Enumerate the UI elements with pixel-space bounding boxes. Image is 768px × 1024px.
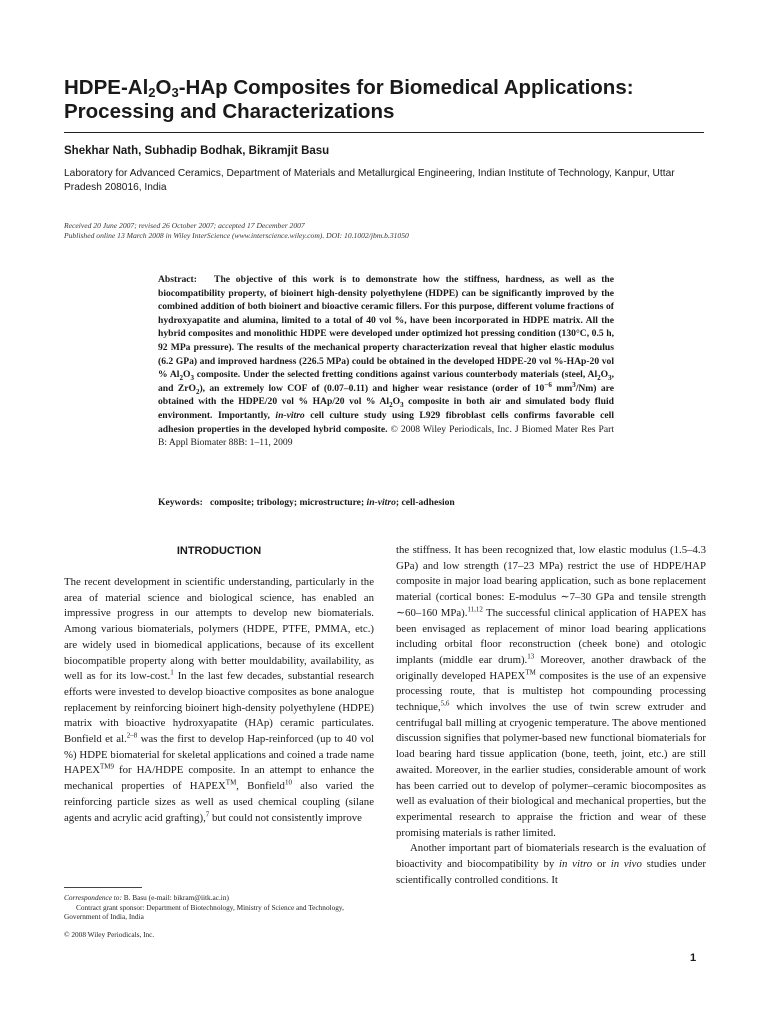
abstract-text: /Nm) are obtained with the HDPE/20 vol % HAp/20 vol % Al bbox=[158, 382, 614, 408]
abstract-text: O bbox=[600, 369, 609, 381]
title-line-2: Processing and Characterizations bbox=[64, 100, 395, 123]
ref-sup: 2–8 bbox=[126, 731, 138, 740]
intro-text: , Bonfield bbox=[236, 780, 285, 793]
title-part: O bbox=[155, 76, 172, 99]
abstract-text: mm bbox=[551, 382, 573, 394]
keywords-italic: in-vitro bbox=[366, 497, 396, 508]
grant-sponsor: Contract grant sponsor: Department of Biotechnology, Ministry of Science and Technology, Government of India, India bbox=[64, 902, 344, 922]
ref-sup: 1 bbox=[170, 668, 174, 677]
page-number: 1 bbox=[690, 952, 697, 964]
intro-italic: in vivo bbox=[610, 858, 642, 871]
intro-text: which involves the use of twin screw extruder and centrifugal ball milling at cryogenic temperature. The above mentioned discussion signifies that polymer-based new functional biomaterials for load bearing hard tissue application (bone, teeth, joint, etc.) are still awaited. Moreover, in the earlier studies, considerable amount of work has been carried out to develop of polymer–ceramic biocomposites as well as evaluation of their biological and mechanical properties, but the experimental research to appraise the friction and wear of these promising materials is rather limited. bbox=[396, 701, 706, 839]
abstract-sub: 2 bbox=[195, 387, 200, 396]
footnote bbox=[64, 893, 374, 922]
title-subscript: 3 bbox=[171, 85, 179, 100]
intro-text: studies under scientifically controlled conditions. It bbox=[396, 858, 706, 886]
intro-text: the stiffness. It has been recognized that, low elastic modulus (1.5–4.3 GPa) and low strength (17–23 MPa) restrict the use of HDPE/HAP composite in major load bearing application, such as bone replacement material (cortical bones: E-modulus ∼7–30 GPa and tensile strength ∼60–160 MPa). bbox=[396, 544, 706, 619]
abstract-sub: 2 bbox=[179, 374, 183, 383]
received-dates: Received 20 June 2007; revised 26 October 2007; accepted 17 December 2007 bbox=[64, 221, 305, 230]
intro-text: The successful clinical application of HAPEX has been envisaged as replacement of minor load bearing applications including orbital floor reconstruction (cheek bone) and otologic implants (middle ear drum). bbox=[396, 606, 706, 666]
intro-paragraph bbox=[64, 575, 374, 826]
abstract-sup: −6 bbox=[544, 380, 552, 389]
correspondence-text: B. Basu (e-mail: bikram@iitk.ac.in) bbox=[121, 893, 229, 902]
abstract-sub: 3 bbox=[190, 374, 194, 383]
intro-text: The recent development in scientific understanding, particularly in the area of material science and biological science, has enabled an impressive progress in our attempts to develop new biomaterials. Among various biomaterials, polymers (HDPE, PTFE, PMMA, etc.) are widely used in biomedical applications, because of its excellent biocompatible property along with better mouldability, availability, as well as for its low-cost. bbox=[64, 576, 374, 683]
keywords-text: ; cell-adhesion bbox=[395, 497, 455, 508]
dates-block bbox=[64, 221, 704, 241]
abstract-label: Abstract: bbox=[158, 274, 197, 285]
ref-sup: 13 bbox=[527, 652, 535, 661]
footnote-rule bbox=[64, 887, 142, 888]
correspondence bbox=[64, 893, 374, 903]
abstract-text: cell culture study using L929 fibroblast cells confirms favorable cell adhesion properties in the developed hybrid composite. bbox=[158, 409, 615, 435]
intro-paragraph-continued bbox=[396, 543, 706, 841]
intro-text: for HA/HDPE composite. In an attempt to enhance the mechanical properties of HAPEX bbox=[64, 764, 374, 793]
abstract-text: ), an extremely low COF of (0.07–0.11) and higher wear resistance (order of 10 bbox=[199, 382, 545, 394]
abstract-text: The objective of this work is to demonstrate how the stiffness, hardness, as well as the biocompatibility property, of bioinert high-density polyethylene (HDPE) can be significantly improved by the combined addition of both bioinert and bioactive ceramic fillers. For this purpose, different volume fractions of hydroxyapatite and alumina, limited to a total of 40 vol %, have been incorporated in HDPE matrix. All the hybrid composites and monolithic HDPE were developed under optimized hot pressing condition (130°C, 0.5 h, 92 MPa pressure). The results of the mechanical property characterization reveal that higher elastic modulus (6.2 GPa) and improved hardness (226.5 MPa) could be obtained in the developed HDPE-20 vol %-HAp-20 vol % Al bbox=[158, 274, 614, 381]
abstract-text: composite in both air and simulated body fluid environment. Importantly, bbox=[158, 396, 614, 421]
correspondence-label: Correspondence to: bbox=[64, 893, 122, 902]
copyright: © 2008 Wiley Periodicals, Inc. bbox=[64, 930, 155, 939]
ref-sup: 10 bbox=[284, 778, 292, 787]
intro-text: composites is the use of an expensive processing route, that is multistep hot compounding processing technique, bbox=[396, 669, 706, 714]
title-part: HDPE-Al bbox=[64, 76, 149, 99]
right-column bbox=[396, 543, 706, 888]
intro-text: or bbox=[592, 858, 611, 871]
ref-sup: TM9 bbox=[100, 762, 114, 771]
keywords-label: Keywords: bbox=[158, 497, 203, 508]
ref-sup: TM bbox=[225, 778, 237, 787]
abstract-sub: 3 bbox=[400, 401, 404, 410]
abstract-sub: 2 bbox=[597, 374, 601, 383]
introduction-heading: INTRODUCTION bbox=[176, 545, 262, 557]
abstract-text: composite. Under the selected fretting conditions against various counterbody materials (steel, Al bbox=[193, 369, 598, 381]
title-rule bbox=[64, 132, 704, 133]
intro-text: also varied the reinforcing particle sizes as well as used chemical coupling (silane agents and acrylic acid grafting), bbox=[64, 780, 374, 824]
abstract-sub: 2 bbox=[389, 401, 393, 410]
article-title bbox=[64, 76, 704, 124]
intro-text: but could not consistently improve bbox=[209, 811, 362, 824]
abstract-citation: © 2008 Wiley Periodicals, Inc. J Biomed Mater Res Part B: Appl Biomater 88B: 1–11, 2009 bbox=[158, 423, 614, 449]
ref-sup: 5,6 bbox=[440, 699, 450, 708]
title-part: -HAp Composites for Biomedical Applications: bbox=[178, 76, 634, 99]
abstract bbox=[158, 273, 614, 450]
abstract-sub: 3 bbox=[608, 374, 612, 383]
intro-text: Another important part of biomaterials research is the evaluation of bioactivity and biocompatibility by bbox=[396, 842, 706, 871]
published-info: Published online 13 March 2008 in Wiley InterScience (www.interscience.wiley.com). DOI: 10.1002/jbm.b.31050 bbox=[64, 231, 409, 240]
ref-sup: TM bbox=[525, 668, 536, 677]
abstract-text: , and ZrO bbox=[158, 369, 614, 394]
ref-sup: 11,12 bbox=[467, 605, 483, 614]
abstract-sup: 3 bbox=[572, 380, 576, 389]
abstract-italic: in-vitro bbox=[275, 409, 305, 421]
left-column bbox=[64, 543, 374, 826]
authors: Shekhar Nath, Subhadip Bodhak, Bikramjit Basu bbox=[64, 145, 330, 157]
intro-paragraph-2 bbox=[396, 841, 706, 888]
intro-italic: in vitro bbox=[559, 858, 593, 871]
keywords bbox=[158, 497, 614, 508]
intro-text: was the first to develop Hap-reinforced (up to 40 vol %) HDPE biomaterial for skeletal applications and coined a trade name HAPEX bbox=[64, 733, 374, 777]
title-subscript: 2 bbox=[148, 85, 156, 100]
intro-text: In the last few decades, substantial research efforts were invested to develop bioactive composites as bone analogue replacement by reinforcing bioinert high-density polyethylene (HDPE) matrix with bioactive hydroxyapatite (HAp) ceramic particulates. Bonfield et al. bbox=[64, 670, 375, 746]
abstract-text: O bbox=[392, 396, 401, 408]
keywords-text: composite; tribology; microstructure; bbox=[209, 497, 367, 508]
ref-sup: 7 bbox=[205, 809, 210, 818]
intro-text: Moreover, another drawback of the originally developed HAPEX bbox=[396, 653, 706, 682]
affiliation: Laboratory for Advanced Ceramics, Department of Materials and Metallurgical Engineering, Indian Institute of Technology, Kanpur, Uttar Pradesh 208016, India bbox=[64, 168, 675, 193]
abstract-text: O bbox=[182, 369, 191, 381]
